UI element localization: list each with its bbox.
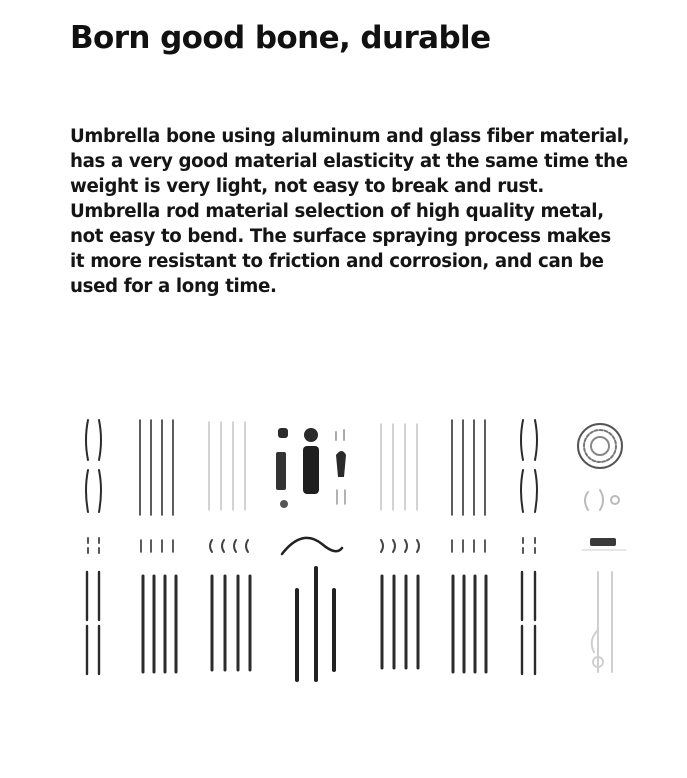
- long-rib-icon: [522, 572, 535, 674]
- top-notch-assembly-icon: [592, 572, 612, 672]
- wrist-strap-icon: [282, 538, 342, 554]
- tapered-rib-icon: [212, 576, 250, 670]
- straight-rod-icon: [452, 420, 485, 552]
- tapered-rib-icon: [453, 576, 486, 672]
- bent-rib-pair-icon: [521, 420, 537, 512]
- long-rib-icon: [87, 572, 99, 674]
- tapered-rib-icon: [143, 576, 176, 672]
- wire-stretcher-icon: [381, 424, 417, 510]
- page-title: Born good bone, durable: [70, 20, 491, 56]
- straight-rod-icon: [140, 420, 173, 552]
- shaft-rod-icon: [297, 568, 334, 680]
- wire-stretcher-icon: [209, 422, 245, 510]
- tapered-rib-icon: [382, 576, 418, 668]
- bent-rib-pair-icon: [86, 420, 101, 512]
- small-clip-icon: [523, 538, 535, 553]
- umbrella-parts-photo: [0, 400, 687, 700]
- hook-icon: [381, 540, 419, 552]
- description-paragraph: Umbrella bone using aluminum and glass fiber material, has a very good material elasticity at the same time the weight is very light, not easy to break and rust. Umbrella rod material selection of high quality metal, not easy to bend. The surface spraying process makes it more resistant to friction and corrosion, and can be used for a long time.: [70, 126, 630, 297]
- runner-tube-icon: [582, 538, 626, 550]
- hook-icon: [210, 540, 248, 552]
- clip-hardware-icon: [585, 490, 619, 510]
- spring-coil-icon: [578, 424, 622, 468]
- handle-hardware-icon: [276, 428, 346, 508]
- small-clip-icon: [88, 538, 99, 553]
